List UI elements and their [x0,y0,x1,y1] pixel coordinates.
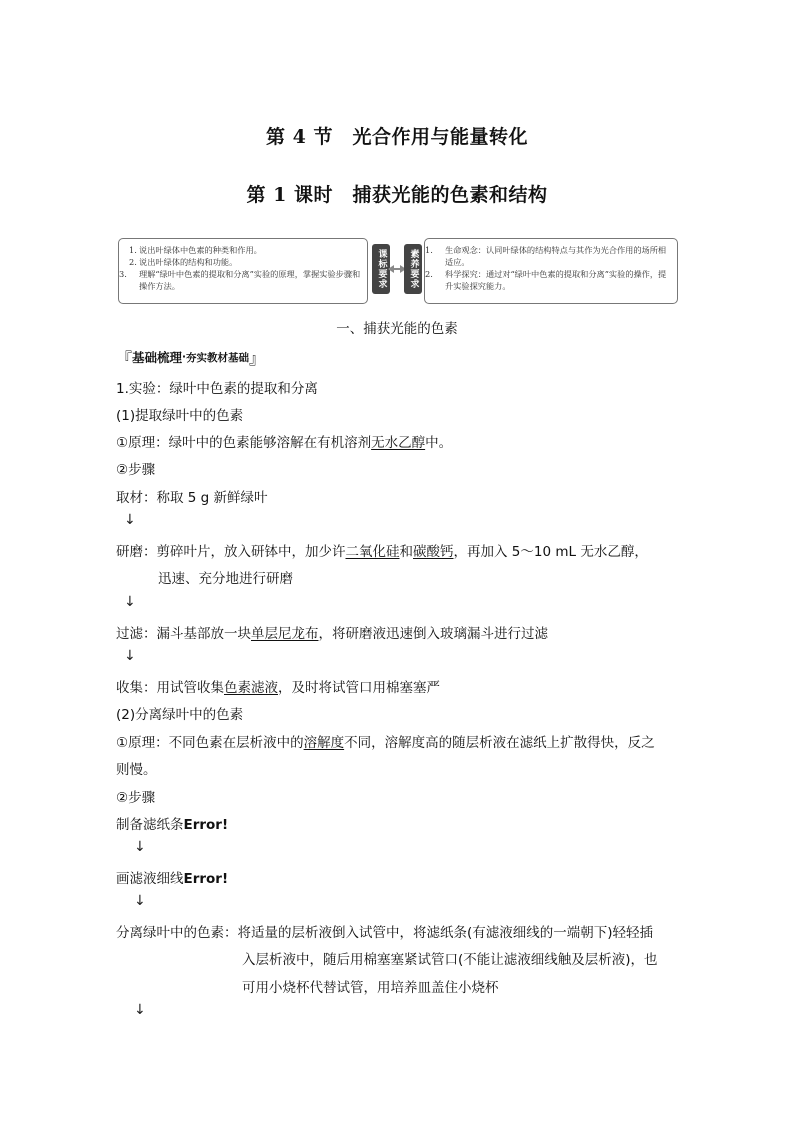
separation-principle: ①原理：不同色素在层析液中的溶解度不同，溶解度高的随层析液在滤纸上扩散得快，反之 [116,735,655,751]
section-heading: 一、捕获光能的色素 [336,321,458,337]
basics-banner [116,346,265,368]
lesson-title: 第 1 课时 捕获光能的色素和结构 [246,184,548,206]
curriculum-requirements-list [119,244,361,292]
banner-dot: · [182,351,187,363]
list-item: 2. 说出叶绿体的结构和功能。 [129,257,238,267]
down-arrow-icon: ↓ [124,648,136,664]
experiment-heading: 1.实验：绿叶中色素的提取和分离 [116,381,318,397]
list-item: 1. 生命观念：认同叶绿体的结构特点与其作为光合作用的场所相适应。 [425,245,667,267]
error-text: Error! [183,871,229,887]
step-filtering: 过滤：漏斗基部放一块单层尼龙布，将研磨液迅速倒入玻璃漏斗进行过滤 [116,626,548,642]
extraction-heading: (1)提取绿叶中的色素 [116,408,244,424]
down-arrow-icon: ↓ [124,594,136,610]
down-arrow-icon: ↓ [124,512,136,528]
separation-heading: (2)分离绿叶中的色素 [116,707,244,723]
step-grinding: 研磨：剪碎叶片，放入研钵中，加少许二氧化硅和碳酸钙，再加入 5～10 mL 无水乙醇， [116,544,648,560]
literacy-requirements-box [424,238,678,304]
error-text: Error! [183,817,229,833]
blank-answer: 无水乙醇 [371,435,426,451]
list-item: 1. 说出叶绿体中色素的种类和作用。 [129,245,262,255]
step-grinding-cont: 迅速、充分地进行研磨 [158,571,293,587]
bracket-open-icon: 『 [116,348,133,368]
list-item: 3. 理解“绿叶中色素的提取和分离”实验的原理，掌握实验步骤和操作方法。 [119,269,361,291]
bracket-close-icon: 』 [249,348,266,368]
literacy-requirements-list [425,244,673,292]
step-collecting: 收集：用试管收集色素滤液，及时将试管口用棉塞塞严 [116,680,440,696]
section-title: 第 4 节 光合作用与能量转化 [266,126,528,148]
step-draw-line: 画滤液细线Error! [116,871,229,887]
step-separate-cont: 可用小烧杯代替试管，用培养皿盖住小烧杯 [242,980,499,996]
separation-principle-cont: 则慢。 [116,762,157,778]
curriculum-requirements-box [118,238,368,304]
extraction-steps-heading: ②步骤 [116,462,156,478]
extraction-principle: ①原理：绿叶中的色素能够溶解在有机溶剂无水乙醇中。 [116,435,453,451]
step-sampling: 取材：称取 5 g 新鲜绿叶 [116,490,268,506]
blank-answer: 溶解度 [303,735,345,751]
down-arrow-icon: ↓ [134,839,146,855]
banner-sub-label: 夯实教材基础 [186,351,250,364]
step-separate: 分离绿叶中的色素：将适量的层析液倒入试管中，将滤纸条(有滤液细线的一端朝下)轻轻插 [116,925,654,941]
down-arrow-icon: ↓ [134,893,146,909]
literacy-requirements-tag: 素养要求 [404,244,422,294]
step-separate-cont: 入层析液中，随后用棉塞塞紧试管口(不能让滤液细线触及层析液)，也 [242,952,658,968]
step-prepare-paper: 制备滤纸条Error! [116,817,229,833]
separation-steps-heading: ②步骤 [116,790,156,806]
blank-answer: 色素滤液 [224,680,278,696]
curriculum-requirements-tag: 课标要求 [372,244,390,294]
blank-answer: 碳酸钙 [413,544,454,560]
banner-main-label: 基础梳理 [132,350,183,365]
blank-answer: 二氧化硅 [345,544,400,560]
down-arrow-icon: ↓ [134,1002,146,1018]
list-item: 2. 科学探究：通过对“绿叶中色素的提取和分离”实验的操作，提升实验探究能力。 [425,269,667,291]
blank-answer: 单层尼龙布 [251,626,319,642]
